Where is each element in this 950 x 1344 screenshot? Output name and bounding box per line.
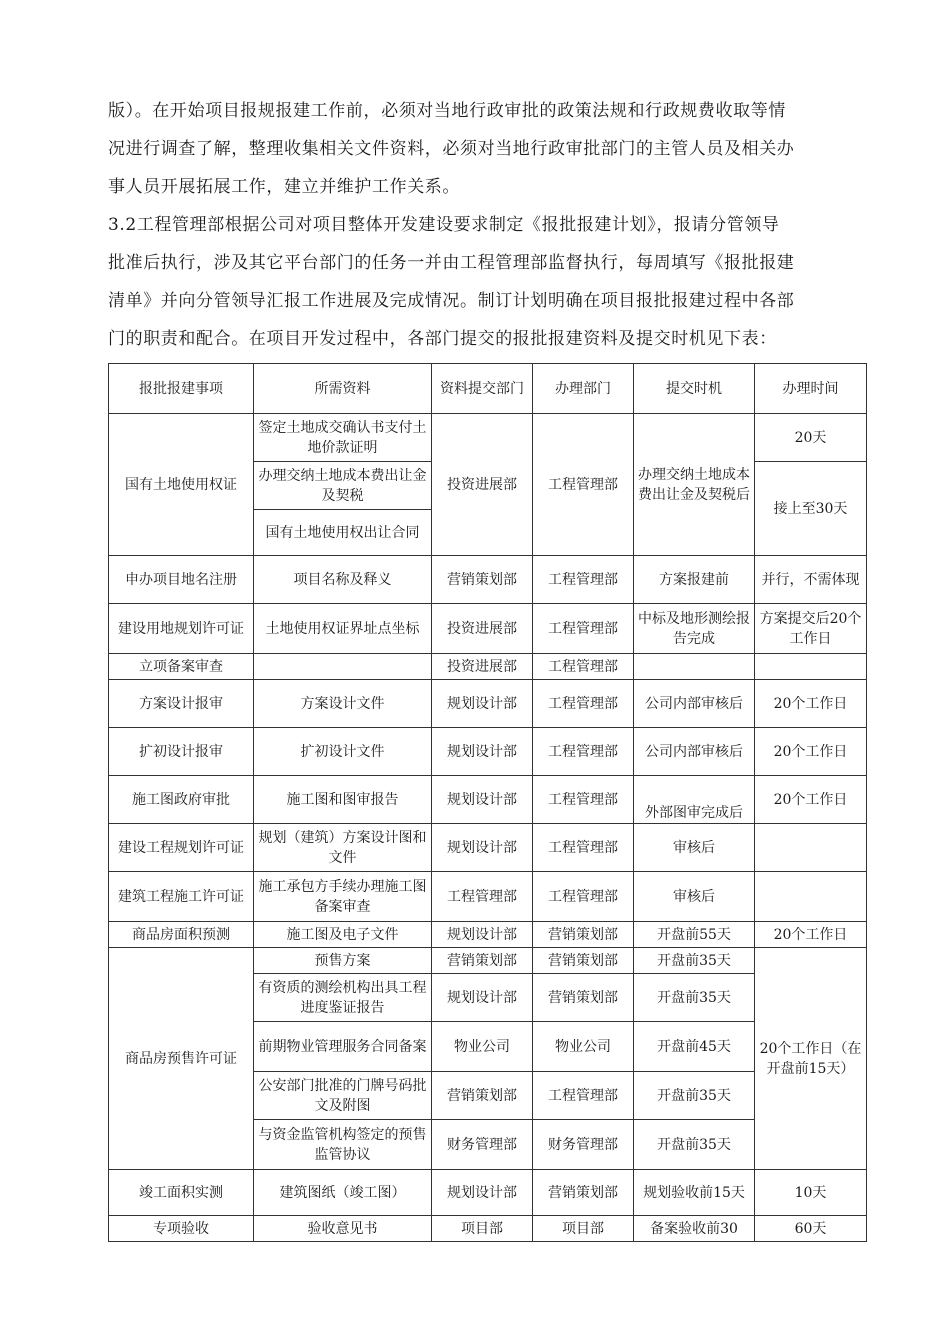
doc-cell: 验收意见书: [254, 1216, 432, 1242]
table-row: [109, 776, 867, 824]
paragraph-line: 清单》并向分管领导汇报工作进展及完成情况。制订计划明确在项目报批报建过程中各部: [108, 291, 795, 311]
table-row: [109, 922, 867, 948]
timing-cell: 中标及地形测绘报告完成: [634, 604, 755, 654]
handler-cell: 营销策划部: [533, 974, 634, 1022]
doc-cell: 与资金监管机构签定的预售监管协议: [254, 1120, 432, 1170]
timing-cell: 规划验收前15天: [634, 1170, 755, 1216]
handler-cell: 营销策划部: [533, 922, 634, 948]
paragraph-line: 事人员开展拓展工作，建立并维护工作关系。: [108, 177, 460, 197]
table-row: [109, 1216, 867, 1242]
dept-cell: 规划设计部: [432, 1170, 533, 1216]
timing-cell: 开盘前55天: [634, 922, 755, 948]
handler-cell: 工程管理部: [533, 414, 634, 556]
handler-cell: 物业公司: [533, 1022, 634, 1072]
approval-table: [108, 363, 867, 1242]
time-cell: 20个工作日: [755, 728, 867, 776]
header-cell: 办理时间: [755, 364, 867, 414]
handler-cell: 工程管理部: [533, 728, 634, 776]
table-row: [109, 824, 867, 872]
item-cell: 商品房面积预测: [109, 922, 254, 948]
doc-cell: 办理交纳土地成本费出让金及契税: [254, 462, 432, 510]
time-cell: 20天: [755, 414, 867, 462]
table-row: [109, 654, 867, 680]
item-cell: 施工图政府审批: [109, 776, 254, 824]
timing-cell: 公司内部审核后: [634, 728, 755, 776]
handler-cell: 工程管理部: [533, 776, 634, 824]
dept-cell: 规划设计部: [432, 680, 533, 728]
timing-cell: 开盘前35天: [634, 1120, 755, 1170]
dept-cell: 投资进展部: [432, 654, 533, 680]
dept-cell: 营销策划部: [432, 556, 533, 604]
dept-cell: 投资进展部: [432, 604, 533, 654]
handler-cell: 工程管理部: [533, 680, 634, 728]
dept-cell: 规划设计部: [432, 776, 533, 824]
header-cell: 办理部门: [533, 364, 634, 414]
paragraph-line: 况进行调查了解，整理收集相关文件资料，必须对当地行政审批部门的主管人员及相关办: [108, 139, 795, 159]
doc-cell: 施工承包方手续办理施工图备案审查: [254, 872, 432, 922]
table-row: [109, 604, 867, 654]
paragraph-line: 批准后执行，涉及其它平台部门的任务一并由工程管理部监督执行，每周填写《报批报建: [108, 253, 795, 273]
timing-cell: 方案报建前: [634, 556, 755, 604]
item-cell: 申办项目地名注册: [109, 556, 254, 604]
doc-cell: 土地使用权证界址点坐标: [254, 604, 432, 654]
dept-cell: 项目部: [432, 1216, 533, 1242]
doc-cell: 公安部门批准的门牌号码批文及附图: [254, 1072, 432, 1120]
item-cell: 建设工程规划许可证: [109, 824, 254, 872]
timing-cell: 开盘前35天: [634, 948, 755, 974]
time-cell: 并行，不需体现: [755, 556, 867, 604]
header-cell: 报批报建事项: [109, 364, 254, 414]
time-cell: 20个工作日: [755, 922, 867, 948]
item-cell: 商品房预售许可证: [109, 948, 254, 1170]
header-cell: 所需资料: [254, 364, 432, 414]
table-row: [109, 414, 867, 462]
doc-cell: 方案设计文件: [254, 680, 432, 728]
item-cell: 专项验收: [109, 1216, 254, 1242]
handler-cell: 项目部: [533, 1216, 634, 1242]
item-cell: 竣工面积实测: [109, 1170, 254, 1216]
timing-cell: 备案验收前30: [634, 1216, 755, 1242]
doc-cell: 签定土地成交确认书支付土地价款证明: [254, 414, 432, 462]
table-row: [109, 556, 867, 604]
dept-cell: 投资进展部: [432, 414, 533, 556]
table-row: [109, 1170, 867, 1216]
doc-cell: 前期物业管理服务合同备案: [254, 1022, 432, 1072]
handler-cell: 工程管理部: [533, 872, 634, 922]
item-cell: 立项备案审查: [109, 654, 254, 680]
timing-cell: [634, 654, 755, 680]
doc-cell: 施工图和图审报告: [254, 776, 432, 824]
handler-cell: 工程管理部: [533, 824, 634, 872]
timing-cell: 审核后: [634, 872, 755, 922]
dept-cell: 营销策划部: [432, 948, 533, 974]
item-cell: 国有土地使用权证: [109, 414, 254, 556]
timing-cell: 开盘前35天: [634, 974, 755, 1022]
doc-cell: 建筑图纸（竣工图）: [254, 1170, 432, 1216]
handler-cell: 工程管理部: [533, 556, 634, 604]
paragraph-line: 版）。在开始项目报规报建工作前，必须对当地行政审批的政策法规和行政规费收取等情: [108, 101, 786, 121]
dept-cell: 规划设计部: [432, 922, 533, 948]
table-row: [109, 948, 867, 974]
time-cell: 方案提交后20个工作日: [755, 604, 867, 654]
time-cell: 60天: [755, 1216, 867, 1242]
dept-cell: 规划设计部: [432, 728, 533, 776]
paragraph-line: 门的职责和配合。在项目开发过程中，各部门提交的报批报建资料及提交时机见下表：: [108, 329, 777, 349]
doc-cell: 国有土地使用权出让合同: [254, 510, 432, 556]
time-cell: 20个工作日（在开盘前15天）: [755, 948, 867, 1170]
dept-cell: 规划设计部: [432, 974, 533, 1022]
handler-cell: 营销策划部: [533, 1170, 634, 1216]
table-row: [109, 680, 867, 728]
time-cell: 10天: [755, 1170, 867, 1216]
time-cell: 20个工作日: [755, 776, 867, 824]
doc-cell: 预售方案: [254, 948, 432, 974]
dept-cell: 物业公司: [432, 1022, 533, 1072]
time-cell: [755, 824, 867, 872]
time-cell: 接上至30天: [755, 462, 867, 556]
doc-cell: 施工图及电子文件: [254, 922, 432, 948]
doc-cell: 有资质的测绘机构出具工程进度鉴证报告: [254, 974, 432, 1022]
item-cell: 扩初设计报审: [109, 728, 254, 776]
doc-cell: 扩初设计文件: [254, 728, 432, 776]
table-row: [109, 728, 867, 776]
doc-cell: 项目名称及释义: [254, 556, 432, 604]
table-row: [109, 872, 867, 922]
header-cell: 提交时机: [634, 364, 755, 414]
handler-cell: 营销策划部: [533, 948, 634, 974]
doc-cell: [254, 654, 432, 680]
item-cell: 方案设计报审: [109, 680, 254, 728]
dept-cell: 规划设计部: [432, 824, 533, 872]
header-cell: 资料提交部门: [432, 364, 533, 414]
body-text: [108, 92, 868, 358]
item-cell: 建设用地规划许可证: [109, 604, 254, 654]
timing-cell: 审核后: [634, 824, 755, 872]
item-cell: 建筑工程施工许可证: [109, 872, 254, 922]
handler-cell: 工程管理部: [533, 1072, 634, 1120]
time-cell: [755, 872, 867, 922]
handler-cell: 财务管理部: [533, 1120, 634, 1170]
dept-cell: 工程管理部: [432, 872, 533, 922]
dept-cell: 财务管理部: [432, 1120, 533, 1170]
time-cell: [755, 654, 867, 680]
timing-cell: 开盘前35天: [634, 1072, 755, 1120]
handler-cell: 工程管理部: [533, 604, 634, 654]
timing-cell: 公司内部审核后: [634, 680, 755, 728]
timing-cell: 开盘前45天: [634, 1022, 755, 1072]
handler-cell: 工程管理部: [533, 654, 634, 680]
timing-cell: 外部图审完成后: [634, 776, 755, 824]
paragraph-line: 3.2工程管理部根据公司对项目整体开发建设要求制定《报批报建计划》，报请分管领导: [108, 215, 780, 235]
doc-cell: 规划（建筑）方案设计图和文件: [254, 824, 432, 872]
table-header-row: [109, 364, 867, 414]
timing-cell: 办理交纳土地成本费出让金及契税后: [634, 414, 755, 556]
dept-cell: 营销策划部: [432, 1072, 533, 1120]
time-cell: 20个工作日: [755, 680, 867, 728]
